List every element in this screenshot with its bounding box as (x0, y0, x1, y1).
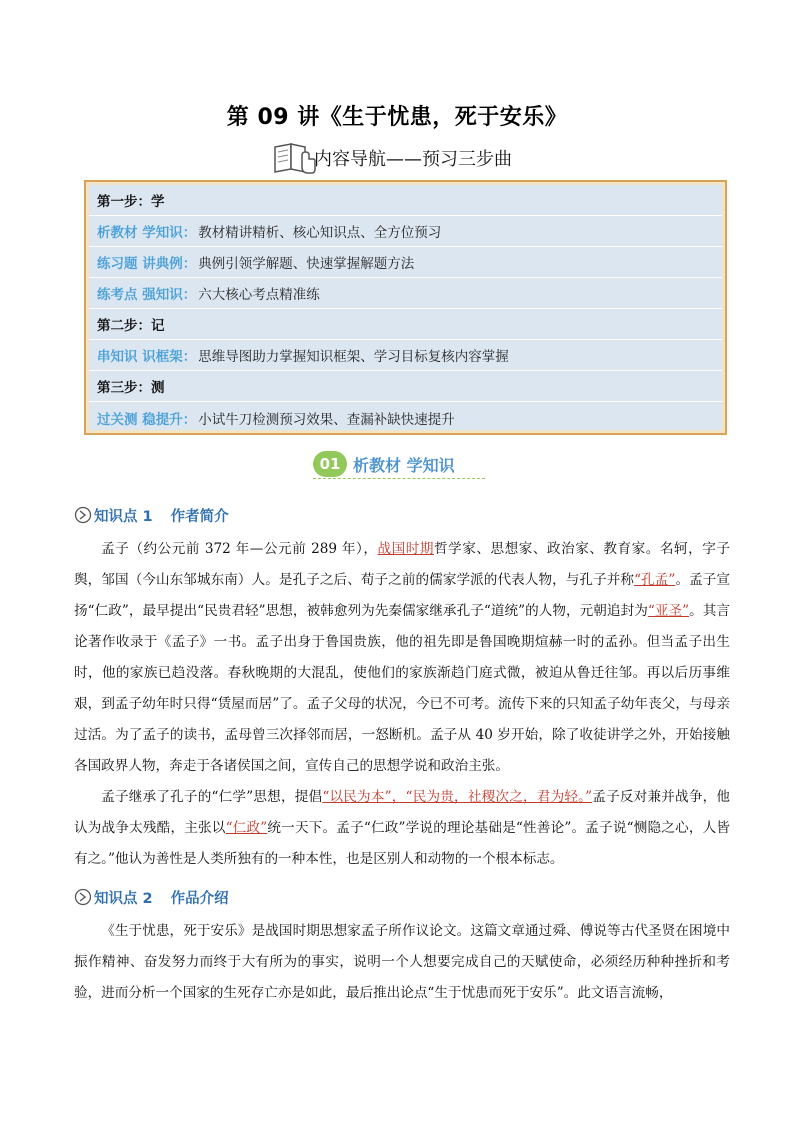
section-title: 析教材 学知识 (353, 455, 455, 475)
p1-a: 孟子（约公元前 372 年—公元前 289 年）， (101, 541, 378, 557)
page-title: 第 09 讲《生于忧患，死于安乐》 (226, 105, 568, 130)
nav-row-5-desc: 小试牛刀检测预习效果、查漏补缺快速提升 (198, 411, 455, 428)
knowledge-point-1-title: 作者简介 (170, 508, 229, 525)
p1-b: 战国时期 (377, 541, 434, 557)
section-underline (313, 478, 485, 479)
nav-step-2-label: 第二步：记 (97, 318, 165, 334)
nav-row-1 (89, 216, 722, 247)
nav-row-4-desc: 思维导图助力掌握知识框架、学习目标复核内容掌握 (198, 349, 509, 365)
nav-row-2-desc: 典例引领学解题、快速掌握解题方法 (198, 256, 415, 272)
arrow-circle-icon (74, 506, 92, 524)
paragraph-author-2 (74, 782, 730, 875)
nav-table (89, 185, 722, 430)
section-number-badge: 01 (313, 451, 347, 477)
knowledge-point-2-title: 作品介绍 (170, 890, 229, 907)
nav-row-1-key: 析教材 学知识： (97, 225, 197, 241)
p2-d: “仁政” (225, 820, 268, 836)
knowledge-point-2-number: 知识点 2 (94, 890, 153, 907)
p1-c: 哲学家、思想家、政治家、教育家。名轲，字子舆，邹国（今山东邹城东南）人。是孔子之后、荀子之前的儒家学派的代表人物，与孔子并称 (74, 541, 730, 588)
p1-g: 。其言论著作收录于《孟子》一书。孟子出身于鲁国贵族，他的祖先即是鲁国晚期煊赫一时的孟孙。但当孟子出生时，他的家族已趋没落。春秋晚期的大混乱，使他们的家族渐趋门庭式微，被迫从鲁迁往邹。再以后历事维艰，到孟子幼年时只得“赁屋而居”了。孟子父母的状况，今已不可考。流传下来的只知孟子幼年丧父，与母亲过活。为了孟子的读书，孟母曾三次择邻而居，一怒断机。孟子从 40 岁开始，除了收徒讲学之外，开始接触各国政界人物，奔走于各诸侯国之间，宣传自己的思想学说和政治主张。 (74, 603, 731, 774)
nav-row-3 (89, 278, 722, 309)
p2-c: 孟子反对兼并战争，他认为战争太残酷，主张以 (74, 789, 730, 836)
p2-e: 统一天下。孟子“仁政”学说的理论基础是“性善论”。孟子说“恻隐之心，人皆有之。”他认为善性是人类所独有的一种本性，也是区别人和动物的一个根本标志。 (74, 820, 730, 867)
paragraph-work-intro: 《生于忧患，死于安乐》是战国时期思想家孟子所作议论文。这篇文章通过舜、傅说等古代圣贤在困境中振作精神、奋发努力而终于大有所为的事实，说明一个人想要完成自己的天赋使命，必须经历种种挫折和考验，进而分析一个国家的生死存亡亦是如此，最后推出论点“生于忧患而死于安乐”。此文语言流畅， (74, 923, 730, 1001)
nav-step-3 (89, 371, 722, 402)
nav-row-2-key: 练习题 讲典例： (97, 256, 197, 272)
knowledge-point-1-heading (74, 504, 229, 526)
p2-b: “以民为本”，“民为贵，社稷次之，君为轻。” (322, 789, 593, 805)
knowledge-point-2-heading (74, 886, 229, 908)
book-icon (272, 141, 316, 175)
nav-row-5 (89, 402, 722, 433)
nav-row-3-key: 练考点 强知识： (97, 287, 197, 303)
nav-row-1-desc: 教材精讲精析、核心知识点、全方位预习 (198, 225, 442, 241)
p1-d: “孔孟” (634, 572, 676, 588)
nav-row-2 (89, 247, 722, 278)
knowledge-point-1-number: 知识点 1 (94, 508, 153, 525)
nav-row-3-desc: 六大核心考点精准练 (198, 287, 320, 303)
p2-a: 孟子继承了孔子的“仁学”思想，提倡 (101, 789, 323, 805)
p1-e: 。孟子宣扬“仁政”，最早提出“民贵君轻”思想，被韩愈列为先秦儒家继承孔子“道统”的人物，元朝追封为 (74, 572, 731, 619)
nav-row-4-key: 串知识 识框架： (97, 349, 197, 365)
p1-f: “亚圣” (647, 603, 690, 619)
nav-step-1-label: 第一步：学 (97, 194, 165, 210)
nav-step-1 (89, 185, 722, 216)
nav-row-5-key: 过关测 稳提升： (97, 411, 197, 428)
nav-step-2 (89, 309, 722, 340)
subtitle-text: 内容导航——预习三步曲 (314, 149, 512, 170)
arrow-circle-icon (74, 888, 92, 906)
section-heading (313, 448, 455, 480)
nav-step-3-label: 第三步：测 (97, 380, 165, 396)
paragraph-author-1 (74, 534, 730, 782)
nav-row-4 (89, 340, 722, 371)
nav-box (84, 180, 727, 435)
subtitle (272, 141, 512, 175)
